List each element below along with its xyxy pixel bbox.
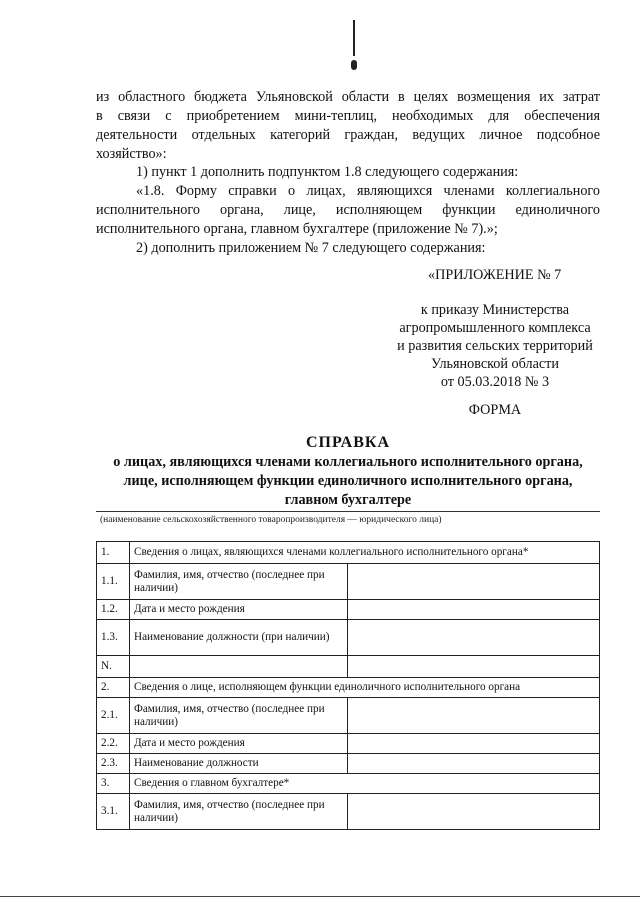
table-row — [97, 678, 600, 698]
item-1: 1) пункт 1 дополнить подпунктом 1.8 следующего содержания: — [136, 164, 519, 180]
appendix-line-3: и развития сельских территорий — [397, 338, 593, 354]
page-bottom-edge — [0, 896, 640, 897]
item-1-8-line-2: исполнительного органа, лице, исполняющем функции единоличного — [96, 202, 600, 218]
row-label: Фамилия, имя, отчество (последнее при наличии) — [130, 794, 348, 830]
intro-line-3: деятельности отдельных категорий граждан, ведущих личное подсобное — [96, 127, 600, 143]
appendix-line-5: от 05.03.2018 № 3 — [440, 374, 550, 390]
row-number: 1. — [97, 542, 130, 564]
info-table — [96, 541, 600, 830]
table-row — [97, 754, 600, 774]
document-title: СПРАВКА — [305, 434, 391, 451]
appendix-line-4: Ульяновской области — [431, 356, 559, 372]
row-number: 2.1. — [97, 698, 130, 734]
row-label: Фамилия, имя, отчество (последнее при наличии) — [130, 698, 348, 734]
appendix-line-1: к приказу Министерства — [420, 302, 570, 318]
table-row — [97, 698, 600, 734]
heading-line-1: о лицах, являющихся членами коллегиального исполнительного органа, — [113, 454, 583, 470]
row-number: 1.1. — [97, 564, 130, 600]
table-row — [97, 620, 600, 656]
section-title: Сведения о лицах, являющихся членами коллегиального исполнительного органа* — [130, 542, 600, 564]
value-cell[interactable] — [348, 794, 600, 830]
value-cell[interactable] — [348, 734, 600, 754]
row-number: 2.2. — [97, 734, 130, 754]
section-title: Сведения о лице, исполняющем функции единоличного исполнительного органа — [130, 678, 600, 698]
item-1-8-line-1: «1.8. Форму справки о лицах, являющихся членами коллегиального — [136, 183, 600, 199]
item-2: 2) дополнить приложением № 7 следующего содержания: — [136, 240, 486, 256]
intro-line-1: из областного бюджета Ульяновской области в целях возмещения их затрат — [96, 89, 600, 105]
table-row — [97, 600, 600, 620]
section-title: Сведения о главном бухгалтере* — [130, 774, 600, 794]
intro-line-4: хозяйство»: — [96, 146, 167, 162]
binding-mark-top — [353, 20, 355, 56]
value-cell[interactable] — [348, 564, 600, 600]
row-number: 3.1. — [97, 794, 130, 830]
intro-line-2: в связи с приобретением мини-теплиц, необходимых для обеспечения — [96, 108, 600, 124]
row-label — [130, 656, 348, 678]
table-row — [97, 774, 600, 794]
row-number: 1.2. — [97, 600, 130, 620]
heading-line-2: лице, исполняющем функции единоличного исполнительного органа, — [123, 473, 573, 489]
row-number: 2. — [97, 678, 130, 698]
value-cell[interactable] — [348, 656, 600, 678]
appendix-title: «ПРИЛОЖЕНИЕ № 7 — [428, 267, 562, 283]
value-cell[interactable] — [348, 698, 600, 734]
item-1-8-line-3: исполнительного органа, главном бухгалтере (приложение № 7).»; — [96, 221, 498, 237]
row-number: 3. — [97, 774, 130, 794]
value-cell[interactable] — [348, 620, 600, 656]
table-row — [97, 734, 600, 754]
heading-line-3: главном бухгалтере — [284, 492, 412, 508]
binding-mark-dot — [351, 60, 357, 70]
producer-name-line — [96, 511, 600, 512]
row-label: Фамилия, имя, отчество (последнее при наличии) — [130, 564, 348, 600]
row-number: 2.3. — [97, 754, 130, 774]
row-label: Дата и место рождения — [130, 734, 348, 754]
table-row — [97, 656, 600, 678]
row-number: 1.3. — [97, 620, 130, 656]
appendix-form-label: ФОРМА — [468, 402, 522, 418]
row-label: Дата и место рождения — [130, 600, 348, 620]
producer-name-caption: (наименование сельскохозяйственного товаропроизводителя — юридического лица) — [100, 515, 442, 525]
appendix-line-2: агропромышленного комплекса — [399, 320, 591, 336]
row-label: Наименование должности — [130, 754, 348, 774]
table-row — [97, 794, 600, 830]
table-row — [97, 542, 600, 564]
row-label: Наименование должности (при наличии) — [130, 620, 348, 656]
table-row — [97, 564, 600, 600]
row-number: N. — [97, 656, 130, 678]
value-cell[interactable] — [348, 600, 600, 620]
value-cell[interactable] — [348, 754, 600, 774]
